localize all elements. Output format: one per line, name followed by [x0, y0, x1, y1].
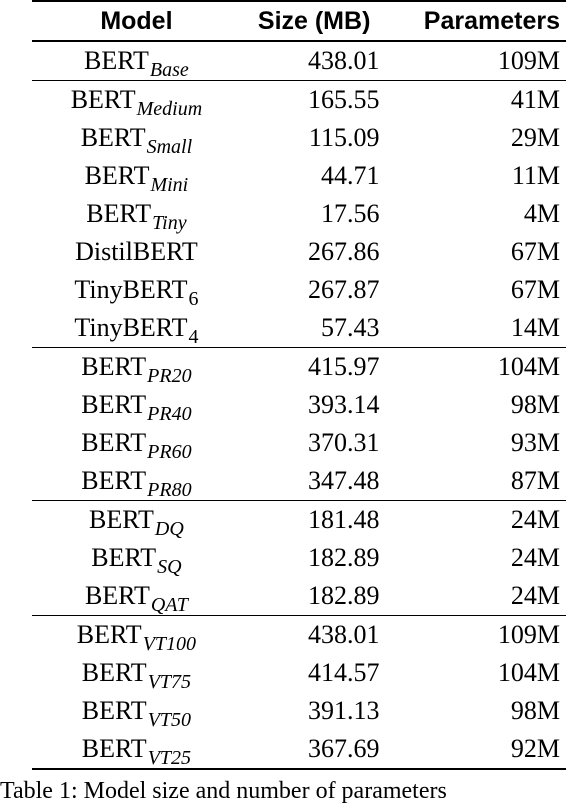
parameters-cell: 4M [523, 199, 560, 228]
table-row [32, 730, 566, 769]
table-row [32, 692, 566, 730]
model-variant-subscript: Base [149, 59, 189, 81]
parameters-cell: 67M [510, 275, 560, 304]
header-size: Size (MB) [241, 1, 388, 41]
parameters-cell: 67M [510, 237, 560, 266]
parameters-cell: 104M [497, 658, 560, 687]
model-variant-subscript: SQ [157, 556, 182, 578]
model-name-cell [32, 386, 241, 424]
table-row [32, 501, 566, 540]
model-base-name: BERT [81, 352, 147, 381]
model-name-cell [32, 41, 241, 81]
model-base-name: BERT [81, 466, 147, 495]
table-row [32, 424, 566, 462]
model-name-cell [32, 81, 241, 120]
header-parameters: Parameters [387, 1, 566, 41]
parameters-cell: 92M [387, 730, 566, 769]
model-name-cell [32, 119, 241, 157]
model-base-name: BERT [76, 620, 142, 649]
size-cell: 370.31 [307, 428, 380, 457]
size-cell: 267.87 [307, 275, 380, 304]
table-row [32, 462, 566, 501]
size-cell: 182.89 [307, 581, 380, 610]
model-base-name: BERT [80, 123, 146, 152]
parameters-cell: 24M [387, 501, 566, 540]
model-variant-subscript: PR40 [147, 403, 192, 425]
model-name-cell [32, 348, 241, 387]
table-row [32, 348, 566, 387]
model-name-cell [32, 730, 241, 769]
size-cell: 414.57 [307, 658, 380, 687]
model-base-name: BERT [81, 734, 147, 763]
model-variant-subscript: 4 [188, 326, 199, 348]
model-name-cell [32, 654, 241, 692]
model-variant-subscript: VT50 [147, 709, 192, 731]
size-cell: 415.97 [241, 348, 388, 387]
model-base-name: BERT [84, 46, 149, 75]
model-base-name: BERT [89, 505, 154, 534]
results-table-container [32, 0, 566, 770]
model-base-name: DistilBERT [75, 237, 198, 266]
model-base-name: BERT [81, 658, 147, 687]
model-base-name: BERT [86, 199, 152, 228]
parameters-cell: 109M [387, 616, 566, 655]
model-variant-subscript: VT75 [147, 671, 192, 693]
parameters-cell: 29M [510, 123, 560, 152]
model-name-cell [32, 539, 241, 577]
table-row [32, 577, 566, 616]
model-variant-subscript: 6 [188, 288, 199, 310]
table-row [32, 539, 566, 577]
size-cell: 165.55 [241, 81, 388, 120]
model-base-name: TinyBERT [74, 275, 188, 304]
parameters-cell: 14M [510, 313, 560, 342]
size-cell: 57.43 [320, 313, 380, 342]
table-row [32, 81, 566, 120]
parameters-cell: 24M [510, 581, 560, 610]
parameters-cell: 41M [387, 81, 566, 120]
model-name-cell [32, 692, 241, 730]
parameters-cell: 98M [510, 696, 560, 725]
model-base-name: BERT [91, 543, 157, 572]
table-caption: Table 1: Model size and number of parameters [0, 778, 447, 804]
model-name-cell [32, 157, 241, 195]
size-cell: 438.01 [307, 46, 380, 75]
parameters-cell: 93M [510, 428, 560, 457]
model-variant-subscript: PR80 [147, 479, 192, 501]
size-cell: 44.71 [320, 161, 380, 190]
model-name-cell [32, 501, 241, 540]
model-name-cell [32, 271, 241, 309]
model-base-name: BERT [70, 85, 136, 114]
size-cell: 367.69 [241, 730, 388, 769]
model-name-cell [32, 577, 241, 616]
size-cell: 181.48 [241, 501, 388, 540]
model-variant-subscript: VT25 [147, 747, 192, 769]
size-cell: 438.01 [241, 616, 388, 655]
model-variant-subscript: Medium [136, 98, 203, 120]
table-row [32, 233, 566, 271]
model-variant-subscript: Tiny [152, 212, 187, 234]
parameters-cell: 104M [387, 348, 566, 387]
model-name-cell [32, 309, 241, 348]
table-row [32, 195, 566, 233]
parameters-cell: 87M [510, 466, 560, 495]
table-row [32, 616, 566, 655]
model-variant-subscript: PR60 [147, 441, 192, 463]
parameters-cell: 11M [511, 161, 560, 190]
model-variant-subscript: PR20 [147, 365, 192, 387]
table-row [32, 41, 566, 81]
table-row [32, 119, 566, 157]
header-model: Model [32, 1, 241, 41]
table-row [32, 309, 566, 348]
parameters-cell: 109M [497, 46, 560, 75]
model-variant-subscript: Small [146, 136, 193, 158]
size-cell: 347.48 [307, 466, 380, 495]
model-variant-subscript: DQ [154, 518, 184, 540]
model-size-table [32, 0, 566, 770]
model-base-name: BERT [81, 428, 147, 457]
model-name-cell [32, 233, 241, 271]
size-cell: 182.89 [307, 543, 380, 572]
model-name-cell [32, 424, 241, 462]
model-name-cell [32, 462, 241, 501]
model-base-name: BERT [84, 581, 150, 610]
table-row [32, 654, 566, 692]
model-variant-subscript: QAT [150, 594, 188, 616]
size-cell: 267.86 [307, 237, 380, 266]
table-row [32, 386, 566, 424]
table-row [32, 157, 566, 195]
size-cell: 391.13 [307, 696, 380, 725]
size-cell: 393.14 [307, 390, 380, 419]
table-body [32, 41, 566, 769]
table-header-row [32, 1, 566, 41]
parameters-cell: 24M [510, 543, 560, 572]
table-row [32, 271, 566, 309]
model-base-name: BERT [84, 161, 150, 190]
model-name-cell [32, 195, 241, 233]
model-base-name: BERT [81, 696, 147, 725]
model-base-name: BERT [81, 390, 147, 419]
size-cell: 17.56 [320, 199, 380, 228]
model-base-name: TinyBERT [74, 313, 188, 342]
model-name-cell [32, 616, 241, 655]
model-variant-subscript: VT100 [142, 633, 197, 655]
model-variant-subscript: Mini [150, 174, 189, 196]
parameters-cell: 98M [510, 390, 560, 419]
size-cell: 115.09 [308, 123, 380, 152]
